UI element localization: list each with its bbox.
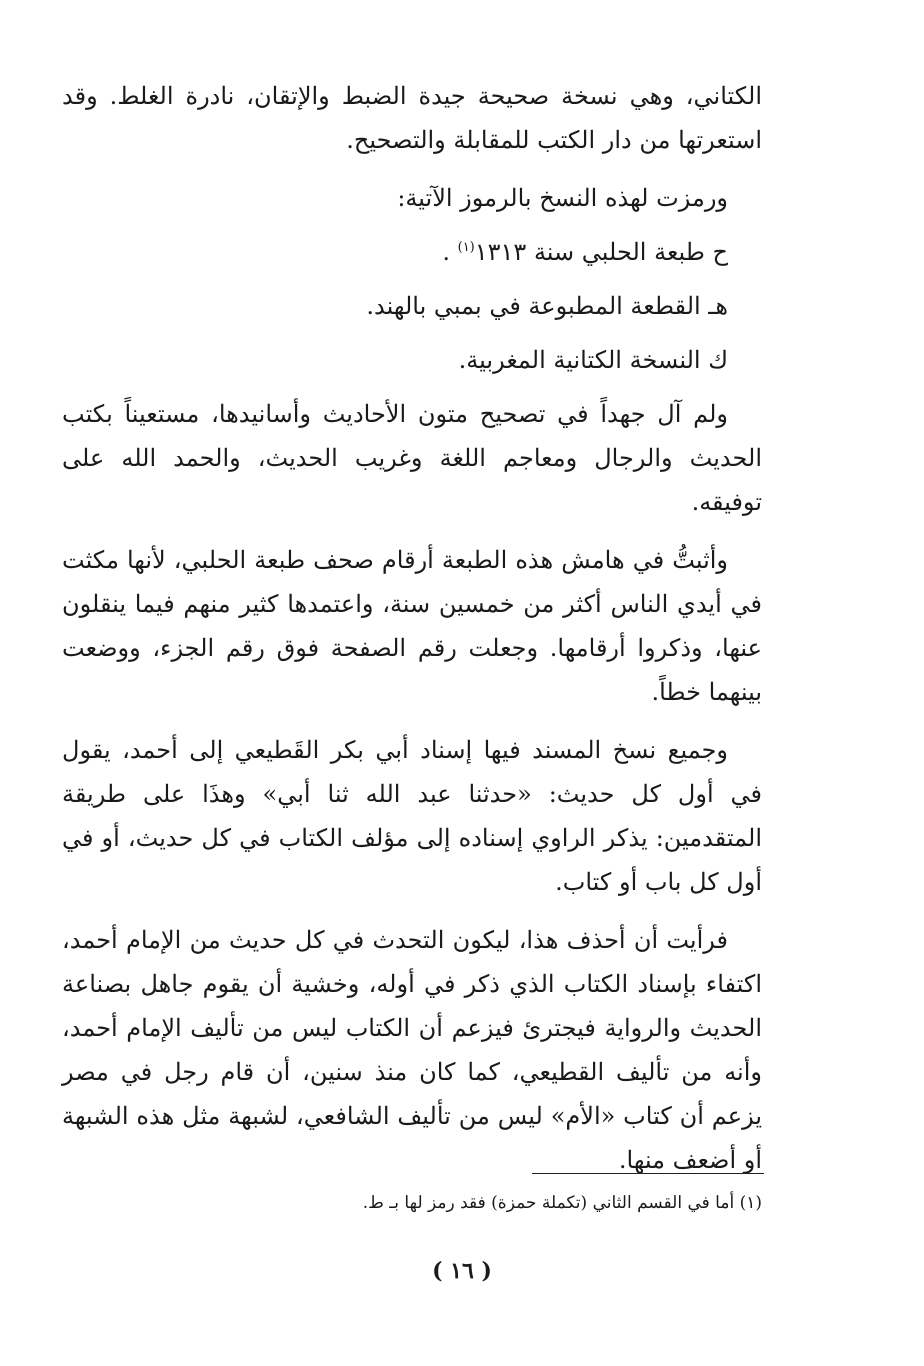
paragraph-5: وجميع نسخ المسند فيها إسناد أبي بكر القَطيعي إلى أحمد، يقول في أول كل حديث: «حدثنا عبد الله ثنا أبي» وهذَا على طريقة المتقدمين: يذكر الراوي إسناده إلى مؤلف الكتاب في كل حديث، أو في أول كل باب أو كتاب. <box>62 736 762 896</box>
paragraph-3: ولم آل جهداً في تصحيح متون الأحاديث وأسانيدها، مستعيناً بكتب الحديث والرجال ومعاجم اللغة وغريب الحديث، والحمد الله على توفيقه. <box>62 400 762 516</box>
symbol-item-h-end: . <box>442 238 458 266</box>
symbol-item-h <box>62 230 762 274</box>
paragraph-4: وأثبتُّ في هامش هذه الطبعة أرقام صحف طبعة الحلبي، لأنها مكثت في أيدي الناس أكثر من خمسين سنة، واعتمدها كثير منهم فيما ينقلون عنها، وذكروا أرقامها. وجعلت رقم الصفحة فوق رقم الجزء، ووضعت بينهما خطاً. <box>62 546 762 706</box>
paragraph-6: فرأيت أن أحذف هذا، ليكون التحدث في كل حديث من الإمام أحمد، اكتفاء بإسناد الكتاب الذي ذكر في أوله، وخشية أن يقوم جاهل بصناعة الحديث والرواية فيجترئ فيزعم أن الكتاب ليس من تأليف الإمام أحمد، وأنه من تأليف القطيعي، كما كان منذ سنين، أن قام رجل في مصر يزعم أن كتاب «الأم» ليس من تأليف الشافعي، لشبهة مثل هذه الشبهة أو أضعف منها. <box>62 926 763 1174</box>
footnote: (١) أما في القسم الثاني (تكملة حمزة) فقد رمز لها بـ ط. <box>362 1193 762 1213</box>
page-body <box>62 74 762 1196</box>
paragraph-symbols-intro: ورمزت لهذه النسخ بالرموز الآتية: <box>397 184 728 212</box>
symbol-item-k: ك النسخة الكتانية المغربية. <box>458 346 728 374</box>
footnote-divider <box>532 1173 764 1174</box>
page-number: ( ١٦ ) <box>432 1258 492 1284</box>
symbol-item-ha: هـ القطعة المطبوعة في بمبي بالهند. <box>366 292 728 320</box>
symbol-item-h-text: ح طبعة الحلبي سنة ١٣١٣ <box>474 238 728 266</box>
paragraph-1: الكتاني، وهي نسخة صحيحة جيدة الضبط والإتقان، نادرة الغلط. وقد استعرتها من دار الكتب للمقابلة والتصحيح. <box>62 82 763 154</box>
footnote-ref: (١) <box>457 240 475 255</box>
